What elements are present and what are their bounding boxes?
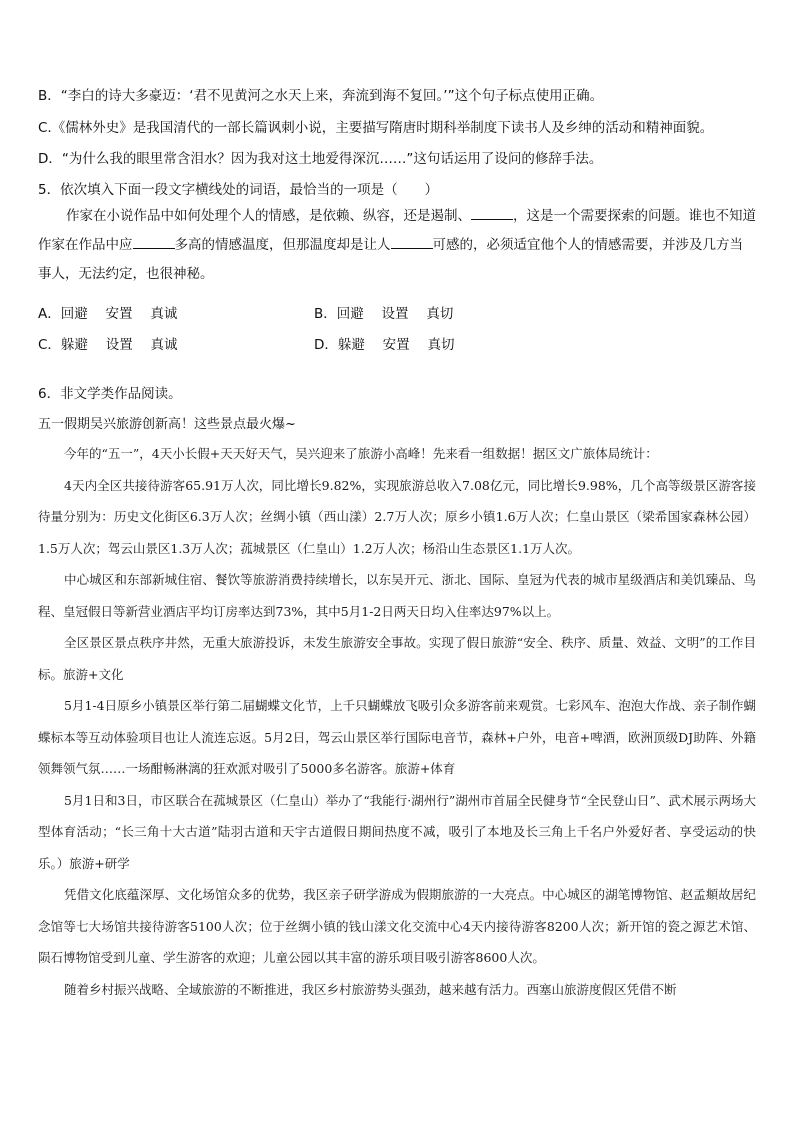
fill-blank-3[interactable]	[391, 236, 433, 249]
option-b[interactable]: B．回避 设置 真切	[314, 306, 454, 322]
article-paragraph: 4天内全区共接待游客65.91万人次，同比增长9.82%，实现旅游总收入7.08亿元，同比增长9.98%，几个高等级景区游客接待量分别为：历史文化街区6.3万人次；丝绸小镇（西山漾）2.7万人次；原乡小镇1.6万人次；仁皇山景区（梁希国家森林公园）1.5万人次；驾云山景区1.3万人次；菰城景区（仁皇山）1.2万人次；杨沿山生态景区1.1万人次。	[38, 477, 756, 556]
article-paragraph: 今年的“五一”，4天小长假+天天好天气，吴兴迎来了旅游小高峰！先来看一组数据！据区文广旅体局统计：	[64, 446, 658, 461]
question-5-passage	[38, 202, 756, 289]
article-paragraph: 凭借文化底蕴深厚、文化场馆众多的优势，我区亲子研学游成为假期旅游的一大亮点。中心城区的湖笔博物馆、赵孟頫故居纪念馆等七大场馆共接待游客5100人次；位于丝绸小镇的钱山漾文化交流中心4天内接待游客8200人次；新开馆的瓷之源艺术馆、陨石博物馆受到儿童、学生游客的欢迎；儿童公园以其丰富的游乐项目吸引游客8600人次。	[38, 887, 756, 965]
prev-option-c: C.《儒林外史》是我国清代的一部长篇讽刺小说，主要描写隋唐时期科举制度下读书人及乡绅的活动和精神面貌。	[38, 120, 714, 136]
article-body	[38, 438, 756, 1005]
option-d[interactable]: D．躲避 安置 真切	[314, 337, 455, 353]
article-paragraph: 随着乡村振兴战略、全域旅游的不断推进，我区乡村旅游势头强劲，越来越有活力。西塞山旅游度假区凭借不断	[64, 981, 677, 997]
article-paragraph: 全区景区景点秩序井然，无重大旅游投诉，未发生旅游安全事故。实现了假日旅游“安全、秩序、质量、效益、文明”的工作目标。旅游+文化	[38, 635, 756, 682]
option-a[interactable]: A．回避 安置 真诚	[38, 306, 178, 322]
passage-text-3: 多高的情感温度，但那温度却是让人	[174, 237, 391, 253]
question-6-stem: 6．非文学类作品阅读。	[38, 386, 182, 402]
prev-option-b: B．“李白的诗大多豪迈：‘君不见黄河之水天上来，奔流到海不复回。’”这个句子标点使用正确。	[38, 88, 604, 104]
passage-text-2: ，这是一个需要探索的问题。谁也不知道作家在作品中应	[38, 208, 756, 253]
passage-text-1: 作家在小说作品中如何处理个人的情感，是依赖、纵容，还是遏制、	[66, 208, 471, 224]
article-paragraph: 中心城区和东部新城住宿、餐饮等旅游消费持续增长，以东吴开元、浙北、国际、皇冠为代表的城市星级酒店和美饥臻品、鸟程、皇冠假日等新营业酒店平均订房率达到73%，其中5月1-2日两天日均入住率达97%以上。	[38, 572, 756, 619]
article-paragraph: 5月1日和3日，市区联合在菰城景区（仁皇山）举办了“我能行·湖州行”湖州市首届全民健身节“全民登山日”、武术展示两场大型体育活动；“长三角十大古道”陆羽古道和天宇古道假日期间热度不减，吸引了本地及长三角上千名户外爱好者、享受运动的快乐。）旅游+研学	[38, 792, 756, 871]
fill-blank-2[interactable]	[133, 236, 175, 249]
passage-text-4: 可感的，必须适宜他个人的情感需要，并涉及几方当事人，无法约定，也很神秘。	[38, 237, 743, 282]
option-c[interactable]: C．躲避 设置 真诚	[38, 337, 178, 353]
fill-blank-1[interactable]	[471, 207, 513, 220]
article-paragraph: 5月1-4日原乡小镇景区举行第二届蝴蝶文化节，上千只蝴蝶放飞吸引众多游客前来观赏。七彩风车、泡泡大作战、亲子制作蝴蝶标本等互动体验项目也让人流连忘返。5月2日，驾云山景区举行国际电音节，森林+户外，电音+啤酒，欧洲顶级DJ助阵、外籍领舞领气氛……一场酣畅淋漓的狂欢派对吸引了5000多名游客。旅游+体育	[38, 698, 756, 776]
question-5-stem: 5．依次填入下面一段文字横线处的词语，最恰当的一项是（ ）	[38, 182, 439, 198]
prev-option-d: D．“为什么我的眼里常含泪水？因为我对这土地爱得深沉……”这句话运用了设问的修辞手法。	[38, 151, 603, 167]
article-title: 五一假期吴兴旅游创新高！这些景点最火爆~	[38, 417, 296, 432]
